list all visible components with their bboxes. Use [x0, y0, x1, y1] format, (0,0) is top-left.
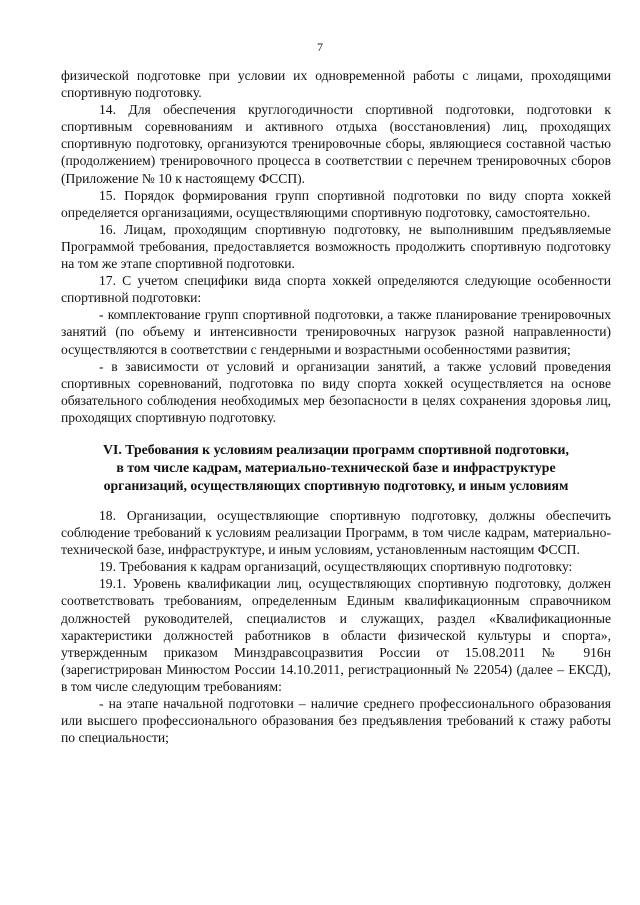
paragraph-17: 17. С учетом специфики вида спорта хоккей определяются следующие особенности спортивной подготовки:: [61, 273, 611, 306]
page-number: 7: [317, 40, 323, 54]
page-content: [61, 67, 611, 746]
paragraph-16: 16. Лицам, проходящим спортивную подготовку, не выполнившим предъявляемые Программой требования, предоставляется возможность продолжить спортивную подготовку на том же этапе спортивной подготовки.: [61, 221, 611, 272]
paragraph-19: 19. Требования к кадрам организаций, осуществляющих спортивную подготовку:: [99, 559, 573, 575]
section-heading-line: организаций, осуществляющих спортивную подготовку, и иным условиям: [103, 477, 569, 493]
paragraph-15: 15. Порядок формирования групп спортивной подготовки по виду спорта хоккей определяется организациями, осуществляющими спортивную подготовку, самостоятельно.: [61, 187, 611, 220]
paragraph-19-1: 19.1. Уровень квалификации лиц, осуществляющих спортивную подготовку, должен соответствовать требованиям, определенным Единым квалификационным справочником должностей руководителей, специалистов и служащих, раздел «Квалификационные характеристики должностей работников в области физической культуры и спорта», утвержденным приказом Минздравсоцразвития России от 15.08.2011 № 916н (зарегистрирован Минюстом России 14.10.2011, регистрационный № 22054) (далее – ЕКСД), в том числе следующим требованиям:: [61, 576, 611, 694]
section-heading-line: в том числе кадрам, материально-технической базе и инфраструктуре: [116, 459, 556, 475]
section-heading: [61, 441, 611, 495]
paragraph-continuation: физической подготовке при условии их одновременной работы с лицами, проходящими спортивную подготовку.: [61, 68, 611, 101]
paragraph-14: 14. Для обеспечения круглогодичности спортивной подготовки, подготовки к спортивным соревнованиям и активного отдыха (восстановления) лиц, проходящих спортивную подготовку, организуются тренировочные сборы, являющиеся составной частью (продолжением) тренировочного процесса в соответствии с перечнем тренировочных сборов (Приложение № 10 к настоящему ФССП).: [61, 102, 611, 186]
list-item-safety: - в зависимости от условий и организации занятий, а также условий проведения спортивных соревнований, подготовка по виду спорта хоккей осуществляется на основе обязательного соблюдения необходимых мер безопасности в целях сохранения здоровья лиц, проходящих спортивную подготовку.: [61, 358, 611, 425]
paragraph-18: 18. Организации, осуществляющие спортивную подготовку, должны обеспечить соблюдение требований к условиям реализации Программ, в том числе кадрам, материально-технической базе, инфраструктуре, и иным условиям, установленным настоящим ФССП.: [61, 507, 611, 558]
list-item-staffing: - комплектование групп спортивной подготовки, а также планирование тренировочных занятий (по объему и интенсивности тренировочных нагрузок разной направленности) осуществляются в соответствии с гендерными и возрастными особенностями развития;: [61, 307, 611, 357]
section-heading-line: VI. Требования к условиям реализации программ спортивной подготовки,: [103, 441, 569, 457]
list-item-initial-stage: - на этапе начальной подготовки – наличие среднего профессионального образования или высшего профессионального образования без предъявления требований к стажу работы по специальности;: [61, 696, 611, 746]
